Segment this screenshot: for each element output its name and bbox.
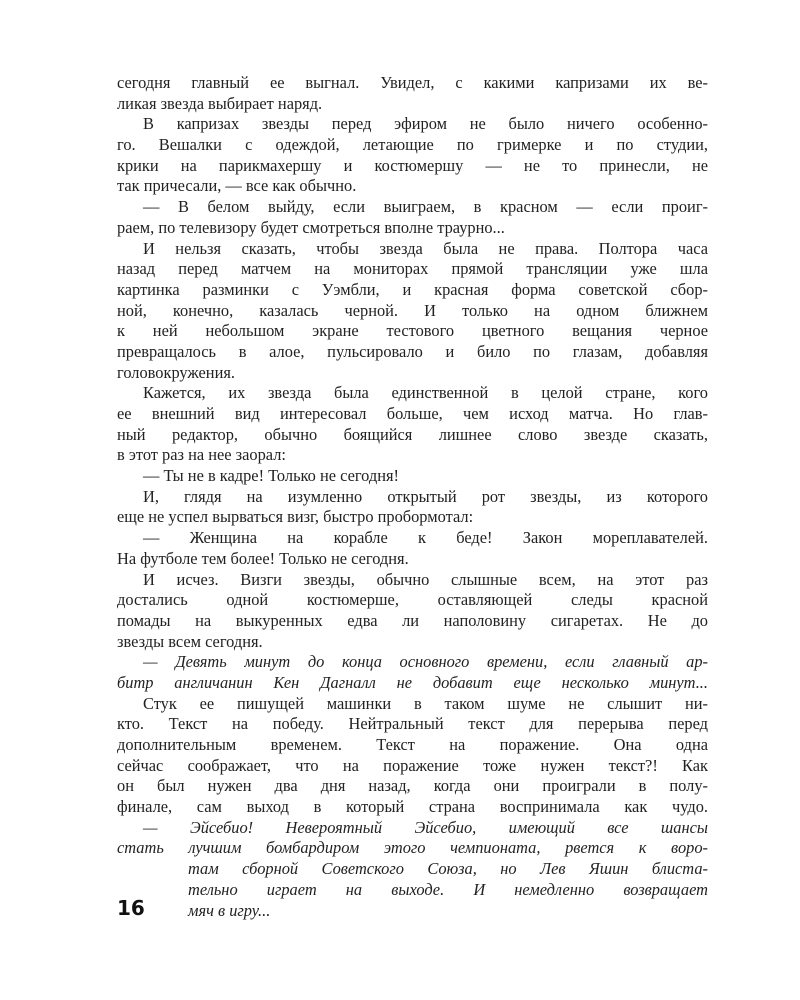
- text-line: Стук ее пишущей машинки в таком шуме не слышит ни-: [143, 693, 708, 713]
- text-line: го. Вешалки с одеждой, летающие по гримерке и по студии,: [117, 135, 708, 155]
- text-line: И нельзя сказать, чтобы звезда была не права. Полтора часа: [143, 238, 708, 258]
- text-line: — Девять минут до конца основного времени, если главный ар-: [143, 652, 708, 672]
- text-line: головокружения.: [117, 362, 235, 382]
- text-line: ной, конечно, казалась черной. И только на одном ближнем: [117, 300, 708, 320]
- text-line: — В белом выйду, если выиграем, в красном — если проиг-: [143, 197, 708, 217]
- text-line: ликая звезда выбирает наряд.: [117, 93, 323, 113]
- text-line: ее внешний вид интересовал больше, чем исход матча. Но глав-: [117, 404, 708, 423]
- text-line: В капризах звезды перед эфиром не было ничего особенно-: [143, 114, 708, 134]
- text-line: финале, сам выход в который страна воспринимала как чудо.: [117, 797, 708, 817]
- text-line: помады на выкуренных едва ли наполовину сигаретах. Не до: [117, 610, 708, 630]
- page-number: 16: [117, 896, 145, 920]
- text-line: битр англичанин Кен Дагналл не добавит еще несколько минут...: [117, 672, 708, 692]
- text-line: еще не успел вырваться визг, быстро пробормотал:: [117, 507, 474, 527]
- text-line: — Эйсебио! Невероятный Эйсебио, имеющий все шансы: [143, 817, 708, 837]
- text-line: мяч в игру...: [188, 900, 271, 920]
- text-line: в этот раз на нее заорал:: [117, 445, 286, 465]
- text-line: стать лучшим бомбардиром этого чемпионата, рвется к воро-: [117, 838, 708, 858]
- text-line: тельно играет на выходе. И немедленно возвращает: [188, 879, 708, 899]
- text-line: И исчез. Визги звезды, обычно слышные всем, на этот раз: [143, 569, 708, 589]
- page-body-text: [117, 73, 708, 921]
- text-line: сегодня главный ее выгнал. Увидел, с какими капризами их ве-: [117, 73, 708, 92]
- text-line: кто. Текст на победу. Нейтральный текст для перерыва перед: [117, 714, 708, 734]
- text-line: превращалось в алое, пульсировало и било по глазам, добавляя: [117, 341, 708, 361]
- text-line: крики на парикмахершу и костюмершу — не то принесли, не: [117, 155, 708, 175]
- text-line: там сборной Советского Союза, но Лев Яшин блиста-: [188, 859, 708, 879]
- text-line: сейчас соображает, что на поражение тоже нужен текст?! Как: [117, 755, 708, 775]
- text-line: к ней небольшом экране тестового цветного вещания черное: [117, 321, 708, 341]
- text-line: так причесали, — все как обычно.: [117, 176, 357, 196]
- text-line: он был нужен два дня назад, когда они проиграли в полу-: [117, 776, 708, 796]
- text-line: звезды всем сегодня.: [117, 631, 263, 651]
- text-line: — Ты не в кадре! Только не сегодня!: [143, 466, 400, 486]
- text-line: — Женщина на корабле к беде! Закон мореплавателей.: [143, 528, 708, 548]
- text-line: ный редактор, обычно боящийся лишнее слово звезде сказать,: [117, 424, 708, 444]
- text-line: И, глядя на изумленно открытый рот звезды, из которого: [143, 486, 708, 506]
- text-line: Кажется, их звезда была единственной в целой стране, кого: [143, 383, 708, 403]
- text-line: раем, по телевизору будет смотреться вполне траурно...: [117, 217, 505, 237]
- text-line: достались одной костюмерше, оставляющей следы красной: [117, 590, 708, 610]
- text-line: На футболе тем более! Только не сегодня.: [117, 548, 409, 568]
- text-line: назад перед матчем на мониторах прямой трансляции уже шла: [117, 259, 708, 279]
- text-line: картинка разминки с Уэмбли, и красная форма советской сбор-: [117, 279, 708, 299]
- text-line: дополнительным временем. Текст на поражение. Она одна: [117, 735, 708, 754]
